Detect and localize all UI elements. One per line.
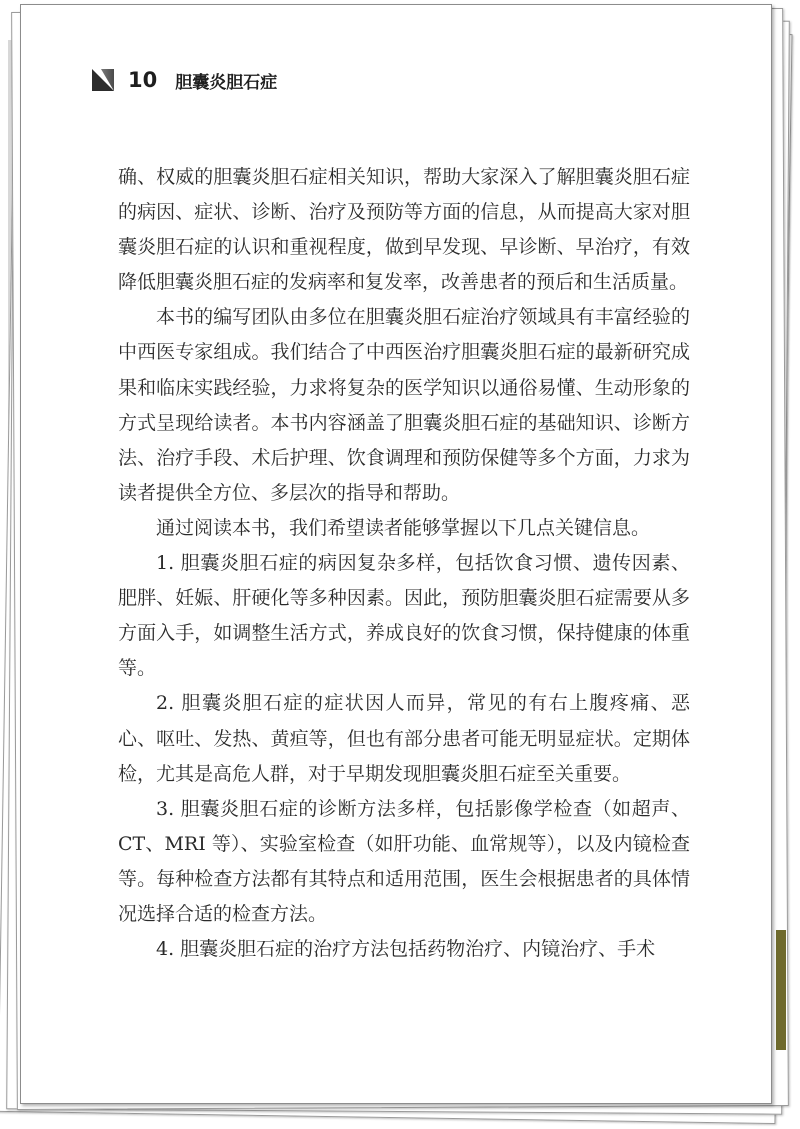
list-item-4: 4. 胆囊炎胆石症的治疗方法包括药物治疗、内镜治疗、手术 xyxy=(156,938,656,961)
running-title: 胆囊炎胆石症 xyxy=(175,72,278,93)
list-item-3: 3. 胆囊炎胆石症的诊断方法多样，包括影像学检查（如超声、CT、MRI 等）、实验室检查（如肝功能、血常规等），以及内镜检查等。每种检查方法都有其特点和适用范围，医生会根据患者的具体情况选择合适的检查方法。 xyxy=(118,797,690,925)
page-number: 10 xyxy=(128,68,158,92)
paragraph-continued: 确、权威的胆囊炎胆石症相关知识，帮助大家深入了解胆囊炎胆石症的病因、症状、诊断、治疗及预防等方面的信息，从而提高大家对胆囊炎胆石症的认识和重视程度，做到早发现、早诊断、早治疗，有效降低胆囊炎胆石症的发病率和复发率，改善患者的预后和生活质量。 xyxy=(118,166,690,294)
page-header xyxy=(92,62,277,98)
paragraph-intro: 通过阅读本书，我们希望读者能够掌握以下几点关键信息。 xyxy=(156,516,651,539)
header-triangle-icon xyxy=(92,69,114,91)
list-item-1: 1. 胆囊炎胆石症的病因复杂多样，包括饮食习惯、遗传因素、肥胖、妊娠、肝硬化等多种因素。因此，预防胆囊炎胆石症需要从多方面入手，如调整生活方式，养成良好的饮食习惯，保持健康的体重等。 xyxy=(118,552,690,680)
cover-edge-strip xyxy=(776,930,786,1050)
list-item-2: 2. 胆囊炎胆石症的症状因人而异，常见的有右上腹疼痛、恶心、呕吐、发热、黄疸等，但也有部分患者可能无明显症状。定期体检，尤其是高危人群，对于早期发现胆囊炎胆石症至关重要。 xyxy=(118,692,690,785)
paragraph-authors: 本书的编写团队由多位在胆囊炎胆石症治疗领域具有丰富经验的中西医专家组成。我们结合了中西医治疗胆囊炎胆石症的最新研究成果和临床实践经验，力求将复杂的医学知识以通俗易懂、生动形象的方式呈现给读者。本书内容涵盖了胆囊炎胆石症的基础知识、诊断方法、治疗手段、术后护理、饮食调理和预防保健等多个方面，力求为读者提供全方位、多层次的指导和帮助。 xyxy=(118,306,690,504)
body-text xyxy=(118,160,690,967)
